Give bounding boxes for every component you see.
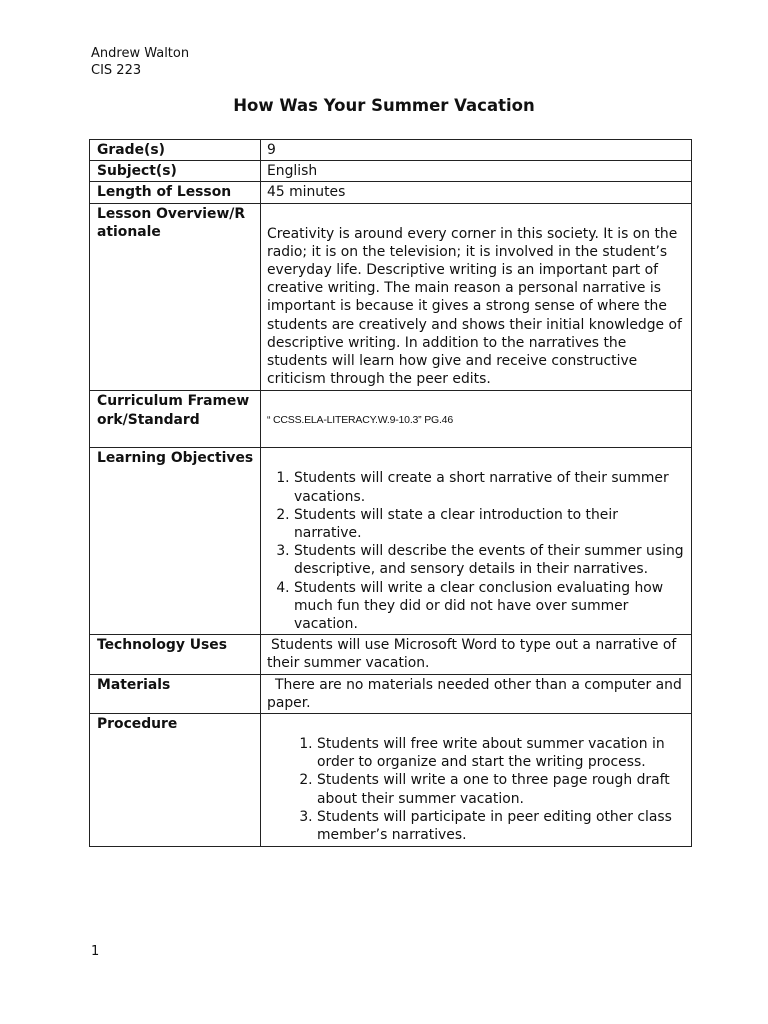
- row-subjects: [90, 161, 692, 182]
- row-objectives: [90, 448, 692, 635]
- objectives-label: Learning Objectives: [90, 448, 261, 635]
- objective-item: 1. Students will create a short narrative of their summer vacations.: [294, 469, 685, 505]
- overview-value: [261, 203, 692, 391]
- grades-value: 9: [261, 140, 692, 161]
- objective-item: 2. Students will state a clear introduction to their narrative.: [294, 506, 685, 542]
- course-code: CIS 223: [91, 63, 142, 78]
- row-grades: [90, 140, 692, 161]
- objectives-value: [261, 448, 692, 635]
- row-overview: [90, 203, 692, 391]
- document-title: How Was Your Summer Vacation: [233, 96, 535, 115]
- row-materials: [90, 674, 692, 713]
- row-curriculum: [90, 391, 692, 448]
- procedure-label: Procedure: [90, 714, 261, 847]
- materials-value: [261, 674, 692, 713]
- row-procedure: [90, 714, 692, 847]
- page-number: 1: [91, 944, 100, 959]
- procedure-item: 2. Students will write a one to three page rough draft about their summer vacation.: [317, 771, 685, 807]
- overview-text: Creativity is around every corner in this society. It is on the radio; it is on the television; it is involved in the student’s everyday life. Descriptive writing is an important part of creative writing. The main reason a personal narrative is important is because it gives a strong sense of where the students are creatively and shows their initial knowledge of descriptive writing. In addition to the narratives the students will learn how give and receive constructive criticism through the peer edits.: [267, 225, 687, 388]
- length-label: Length of Lesson: [90, 182, 261, 203]
- objectives-list: [267, 469, 685, 633]
- curriculum-value: [261, 391, 692, 448]
- author-name: Andrew Walton: [91, 46, 190, 61]
- curriculum-label: Curriculum Framework/Standard: [90, 391, 261, 448]
- subjects-value: English: [261, 161, 692, 182]
- objective-item: 3. Students will describe the events of their summer using descriptive, and sensory details in their narratives.: [294, 542, 685, 578]
- length-value: 45 minutes: [261, 182, 692, 203]
- row-length: [90, 182, 692, 203]
- overview-label: Lesson Overview/Rationale: [90, 203, 261, 391]
- procedure-item: 1. Students will free write about summer vacation in order to organize and start the writing process.: [317, 735, 685, 771]
- grades-label: Grade(s): [90, 140, 261, 161]
- technology-label: Technology Uses: [90, 635, 261, 674]
- row-technology: [90, 635, 692, 674]
- materials-text: There are no materials needed other than a computer and paper.: [267, 676, 682, 711]
- procedure-value: [261, 714, 692, 847]
- curriculum-standard-ref: “ CCSS.ELA-LITERACY.W.9-10.3” PG.46: [267, 413, 453, 426]
- technology-value: [261, 635, 692, 674]
- objective-item: 4. Students will write a clear conclusion evaluating how much fun they did or did not have over summer vacation.: [294, 579, 685, 634]
- procedure-list: [267, 735, 685, 844]
- technology-text: Students will use Microsoft Word to type out a narrative of their summer vacation.: [267, 637, 677, 672]
- materials-label: Materials: [90, 674, 261, 713]
- lesson-plan-table: [89, 139, 692, 847]
- subjects-label: Subject(s): [90, 161, 261, 182]
- procedure-item: 3. Students will participate in peer editing other class member’s narratives.: [317, 808, 685, 844]
- document-header: [91, 45, 189, 79]
